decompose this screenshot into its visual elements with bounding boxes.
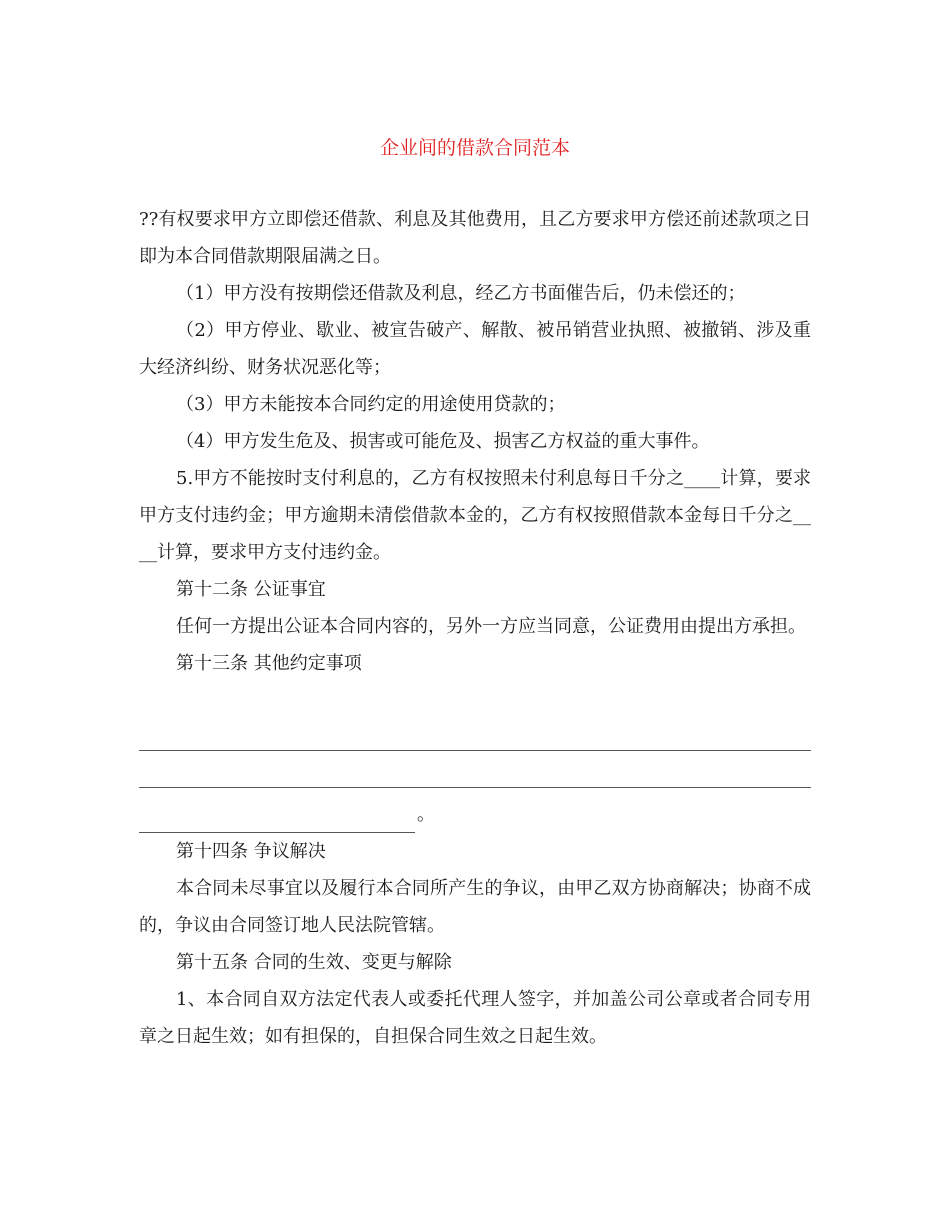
section-heading-12: 第十二条 公证事宜 xyxy=(176,579,326,600)
paragraph-7: 任何一方提出公证本合同内容的，另外一方应当同意，公证费用由提出方承担。 xyxy=(176,616,806,637)
section-heading-14: 第十四条 争议解决 xyxy=(176,841,326,862)
paragraph-5: （4）甲方发生危及、损害或可能危及、损害乙方权益的重大事件。 xyxy=(176,431,710,452)
paragraph-8: 本合同未尽事宜以及履行本合同所产生的争议，由甲乙双方协商解决；协商不成的，争议由合同签订地人民法院管辖。 xyxy=(139,878,811,936)
blank-line-3-wrap xyxy=(139,796,811,833)
paragraph-1: ??有权要求甲方立即偿还借款、利息及其他费用，且乙方要求甲方偿还前述款项之日即为本合同借款期限届满之日。 xyxy=(139,209,811,267)
document-body xyxy=(139,201,811,1055)
paragraph-9: 1、本合同自双方法定代表人或委托代理人签字，并加盖公司公章或者合同专用章之日起生效；如有担保的，自担保合同生效之日起生效。 xyxy=(139,989,811,1047)
section-heading-13: 第十三条 其他约定事项 xyxy=(176,653,362,674)
paragraph-2: （1）甲方没有按期偿还借款及利息，经乙方书面催告后，仍未偿还的； xyxy=(176,283,746,304)
document-title: 企业间的借款合同范本 xyxy=(379,137,570,159)
paragraph-6: 5.甲方不能按时支付利息的，乙方有权按照未付利息每日千分之____计算，要求甲方支付违约金；甲方逾期未清偿借款本金的，乙方有权按照借款本金每日千分之____计算，要求甲方支付违约金。 xyxy=(139,468,811,563)
paragraph-4: （3）甲方未能按本合同约定的用途使用贷款的； xyxy=(176,394,566,415)
blank-line-1 xyxy=(139,722,811,759)
paragraph-3: （2）甲方停业、歇业、被宣告破产、解散、被吊销营业执照、被撤销、涉及重大经济纠纷、财务状况恶化等； xyxy=(139,320,811,378)
blank-line-2 xyxy=(139,759,811,796)
blank-line-end-mark: 。 xyxy=(417,804,435,825)
blank-fill-lines xyxy=(139,722,811,833)
blank-line-3 xyxy=(139,803,415,833)
section-heading-15: 第十五条 合同的生效、变更与解除 xyxy=(176,952,452,973)
